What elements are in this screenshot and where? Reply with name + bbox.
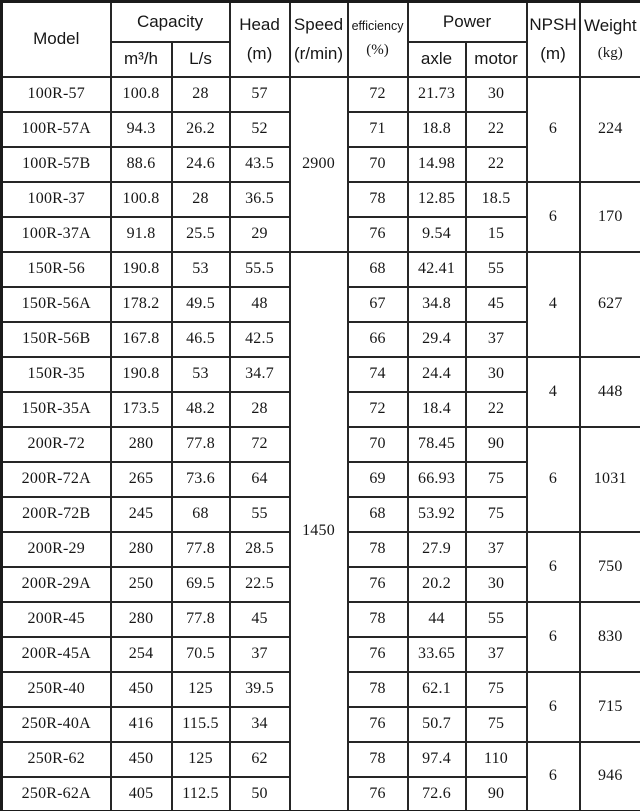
cell-power-axle: 62.1 bbox=[408, 672, 466, 707]
cell-npsh: 4 bbox=[527, 357, 580, 427]
cell-power-axle: 29.4 bbox=[408, 322, 466, 357]
cell-speed: 1450 bbox=[290, 252, 348, 811]
header-npsh-label: NPSH bbox=[529, 14, 577, 34]
cell-power-motor: 75 bbox=[466, 707, 527, 742]
cell-capacity-ls: 46.5 bbox=[172, 322, 230, 357]
cell-npsh: 6 bbox=[527, 532, 580, 602]
cell-capacity-ls: 115.5 bbox=[172, 707, 230, 742]
cell-power-axle: 12.85 bbox=[408, 182, 466, 217]
cell-efficiency: 76 bbox=[348, 567, 408, 602]
cell-efficiency: 78 bbox=[348, 672, 408, 707]
table-body bbox=[2, 77, 640, 811]
cell-model: 150R-35 bbox=[2, 357, 111, 392]
cell-weight: 448 bbox=[580, 357, 640, 427]
cell-head: 29 bbox=[230, 217, 290, 252]
cell-capacity-ls: 49.5 bbox=[172, 287, 230, 322]
cell-efficiency: 76 bbox=[348, 637, 408, 672]
cell-capacity-ls: 25.5 bbox=[172, 217, 230, 252]
cell-model: 100R-57 bbox=[2, 77, 111, 112]
cell-power-axle: 34.8 bbox=[408, 287, 466, 322]
cell-capacity-ls: 77.8 bbox=[172, 532, 230, 567]
cell-efficiency: 76 bbox=[348, 777, 408, 811]
cell-model: 150R-35A bbox=[2, 392, 111, 427]
header-weight-unit: (kg) bbox=[597, 45, 623, 62]
cell-head: 28.5 bbox=[230, 532, 290, 567]
cell-model: 200R-72A bbox=[2, 462, 111, 497]
header-speed-label: Speed bbox=[293, 14, 344, 34]
cell-efficiency: 72 bbox=[348, 392, 408, 427]
cell-power-motor: 37 bbox=[466, 322, 527, 357]
cell-head: 55 bbox=[230, 497, 290, 532]
cell-capacity-m3h: 167.8 bbox=[111, 322, 172, 357]
cell-efficiency: 67 bbox=[348, 287, 408, 322]
cell-model: 250R-62 bbox=[2, 742, 111, 777]
cell-head: 62 bbox=[230, 742, 290, 777]
cell-head: 55.5 bbox=[230, 252, 290, 287]
cell-npsh: 6 bbox=[527, 742, 580, 811]
header-power: Power bbox=[408, 2, 527, 42]
cell-capacity-m3h: 100.8 bbox=[111, 77, 172, 112]
cell-weight: 224 bbox=[580, 77, 640, 182]
cell-model: 200R-45 bbox=[2, 602, 111, 637]
cell-power-axle: 33.65 bbox=[408, 637, 466, 672]
cell-power-motor: 55 bbox=[466, 252, 527, 287]
cell-npsh: 6 bbox=[527, 672, 580, 742]
cell-model: 250R-40 bbox=[2, 672, 111, 707]
cell-model: 250R-62A bbox=[2, 777, 111, 811]
cell-power-axle: 18.4 bbox=[408, 392, 466, 427]
cell-power-motor: 55 bbox=[466, 602, 527, 637]
header-head-unit: (m) bbox=[246, 43, 273, 63]
cell-capacity-m3h: 416 bbox=[111, 707, 172, 742]
cell-model: 100R-57B bbox=[2, 147, 111, 182]
cell-npsh: 6 bbox=[527, 602, 580, 672]
header-efficiency-label: efficiency bbox=[351, 19, 404, 34]
cell-power-axle: 24.4 bbox=[408, 357, 466, 392]
cell-efficiency: 78 bbox=[348, 182, 408, 217]
cell-capacity-ls: 112.5 bbox=[172, 777, 230, 811]
cell-capacity-m3h: 91.8 bbox=[111, 217, 172, 252]
cell-efficiency: 71 bbox=[348, 112, 408, 147]
cell-head: 72 bbox=[230, 427, 290, 462]
cell-capacity-m3h: 190.8 bbox=[111, 252, 172, 287]
cell-power-motor: 22 bbox=[466, 147, 527, 182]
table-row bbox=[2, 77, 640, 112]
cell-power-axle: 18.8 bbox=[408, 112, 466, 147]
cell-capacity-m3h: 280 bbox=[111, 427, 172, 462]
cell-capacity-m3h: 178.2 bbox=[111, 287, 172, 322]
cell-weight: 170 bbox=[580, 182, 640, 252]
cell-head: 45 bbox=[230, 602, 290, 637]
cell-power-motor: 18.5 bbox=[466, 182, 527, 217]
cell-efficiency: 70 bbox=[348, 147, 408, 182]
cell-capacity-m3h: 88.6 bbox=[111, 147, 172, 182]
cell-power-motor: 22 bbox=[466, 392, 527, 427]
cell-power-motor: 75 bbox=[466, 672, 527, 707]
cell-capacity-m3h: 94.3 bbox=[111, 112, 172, 147]
cell-head: 52 bbox=[230, 112, 290, 147]
header-power-axle: axle bbox=[408, 42, 466, 77]
header-power-motor: motor bbox=[466, 42, 527, 77]
cell-capacity-m3h: 100.8 bbox=[111, 182, 172, 217]
cell-capacity-m3h: 405 bbox=[111, 777, 172, 811]
cell-capacity-ls: 48.2 bbox=[172, 392, 230, 427]
cell-model: 100R-37A bbox=[2, 217, 111, 252]
header-head bbox=[230, 2, 290, 77]
cell-power-axle: 9.54 bbox=[408, 217, 466, 252]
cell-power-axle: 27.9 bbox=[408, 532, 466, 567]
cell-capacity-ls: 69.5 bbox=[172, 567, 230, 602]
header-speed-unit: (r/min) bbox=[293, 43, 344, 63]
cell-weight: 946 bbox=[580, 742, 640, 811]
cell-head: 34.7 bbox=[230, 357, 290, 392]
cell-capacity-m3h: 280 bbox=[111, 602, 172, 637]
cell-weight: 1031 bbox=[580, 427, 640, 532]
header-speed bbox=[290, 2, 348, 77]
cell-head: 43.5 bbox=[230, 147, 290, 182]
cell-capacity-ls: 53 bbox=[172, 252, 230, 287]
cell-power-motor: 110 bbox=[466, 742, 527, 777]
header-model: Model bbox=[2, 2, 111, 77]
cell-model: 200R-29A bbox=[2, 567, 111, 602]
cell-head: 36.5 bbox=[230, 182, 290, 217]
cell-npsh: 4 bbox=[527, 252, 580, 357]
cell-power-axle: 66.93 bbox=[408, 462, 466, 497]
cell-power-motor: 75 bbox=[466, 462, 527, 497]
cell-weight: 715 bbox=[580, 672, 640, 742]
cell-model: 100R-37 bbox=[2, 182, 111, 217]
header-capacity-m3h: m³/h bbox=[111, 42, 172, 77]
cell-power-axle: 42.41 bbox=[408, 252, 466, 287]
cell-weight: 830 bbox=[580, 602, 640, 672]
cell-power-motor: 90 bbox=[466, 427, 527, 462]
cell-weight: 627 bbox=[580, 252, 640, 357]
cell-npsh: 6 bbox=[527, 182, 580, 252]
cell-model: 200R-72 bbox=[2, 427, 111, 462]
cell-power-axle: 14.98 bbox=[408, 147, 466, 182]
cell-capacity-ls: 125 bbox=[172, 742, 230, 777]
cell-efficiency: 76 bbox=[348, 707, 408, 742]
cell-head: 39.5 bbox=[230, 672, 290, 707]
cell-power-axle: 97.4 bbox=[408, 742, 466, 777]
cell-power-axle: 78.45 bbox=[408, 427, 466, 462]
cell-efficiency: 72 bbox=[348, 77, 408, 112]
cell-model: 150R-56 bbox=[2, 252, 111, 287]
cell-model: 150R-56A bbox=[2, 287, 111, 322]
cell-efficiency: 68 bbox=[348, 252, 408, 287]
cell-weight: 750 bbox=[580, 532, 640, 602]
cell-head: 42.5 bbox=[230, 322, 290, 357]
cell-efficiency: 66 bbox=[348, 322, 408, 357]
cell-head: 57 bbox=[230, 77, 290, 112]
cell-power-motor: 37 bbox=[466, 532, 527, 567]
cell-power-axle: 50.7 bbox=[408, 707, 466, 742]
cell-capacity-m3h: 254 bbox=[111, 637, 172, 672]
cell-model: 200R-45A bbox=[2, 637, 111, 672]
cell-efficiency: 76 bbox=[348, 217, 408, 252]
cell-power-motor: 90 bbox=[466, 777, 527, 811]
header-weight-label: Weight bbox=[583, 16, 637, 36]
cell-efficiency: 78 bbox=[348, 532, 408, 567]
cell-power-axle: 20.2 bbox=[408, 567, 466, 602]
cell-head: 50 bbox=[230, 777, 290, 811]
cell-capacity-ls: 28 bbox=[172, 77, 230, 112]
header-head-label: Head bbox=[239, 14, 280, 34]
cell-power-motor: 15 bbox=[466, 217, 527, 252]
cell-capacity-ls: 77.8 bbox=[172, 602, 230, 637]
cell-model: 250R-40A bbox=[2, 707, 111, 742]
cell-head: 28 bbox=[230, 392, 290, 427]
header-npsh-unit: (m) bbox=[540, 43, 566, 63]
cell-power-motor: 30 bbox=[466, 567, 527, 602]
cell-head: 22.5 bbox=[230, 567, 290, 602]
cell-capacity-m3h: 190.8 bbox=[111, 357, 172, 392]
header-capacity: Capacity bbox=[111, 2, 230, 42]
header-capacity-ls: L/s bbox=[172, 42, 230, 77]
cell-efficiency: 68 bbox=[348, 497, 408, 532]
cell-model: 200R-29 bbox=[2, 532, 111, 567]
cell-capacity-ls: 68 bbox=[172, 497, 230, 532]
cell-efficiency: 70 bbox=[348, 427, 408, 462]
cell-efficiency: 78 bbox=[348, 742, 408, 777]
cell-capacity-ls: 73.6 bbox=[172, 462, 230, 497]
cell-npsh: 6 bbox=[527, 77, 580, 182]
cell-speed: 2900 bbox=[290, 77, 348, 252]
table-header bbox=[2, 2, 640, 77]
cell-capacity-m3h: 245 bbox=[111, 497, 172, 532]
cell-power-motor: 75 bbox=[466, 497, 527, 532]
cell-model: 150R-56B bbox=[2, 322, 111, 357]
cell-model: 100R-57A bbox=[2, 112, 111, 147]
cell-power-axle: 44 bbox=[408, 602, 466, 637]
cell-capacity-m3h: 265 bbox=[111, 462, 172, 497]
cell-head: 64 bbox=[230, 462, 290, 497]
cell-capacity-m3h: 450 bbox=[111, 742, 172, 777]
table-row bbox=[2, 252, 640, 287]
cell-model: 200R-72B bbox=[2, 497, 111, 532]
cell-capacity-m3h: 250 bbox=[111, 567, 172, 602]
header-efficiency bbox=[348, 2, 408, 77]
cell-capacity-m3h: 280 bbox=[111, 532, 172, 567]
cell-capacity-ls: 70.5 bbox=[172, 637, 230, 672]
cell-npsh: 6 bbox=[527, 427, 580, 532]
cell-capacity-ls: 26.2 bbox=[172, 112, 230, 147]
cell-power-axle: 72.6 bbox=[408, 777, 466, 811]
cell-head: 48 bbox=[230, 287, 290, 322]
cell-power-motor: 30 bbox=[466, 77, 527, 112]
header-weight bbox=[580, 2, 640, 77]
header-npsh bbox=[527, 2, 580, 77]
cell-capacity-ls: 28 bbox=[172, 182, 230, 217]
cell-efficiency: 78 bbox=[348, 602, 408, 637]
cell-capacity-m3h: 173.5 bbox=[111, 392, 172, 427]
cell-capacity-ls: 24.6 bbox=[172, 147, 230, 182]
cell-capacity-ls: 77.8 bbox=[172, 427, 230, 462]
cell-efficiency: 69 bbox=[348, 462, 408, 497]
cell-capacity-ls: 53 bbox=[172, 357, 230, 392]
cell-capacity-ls: 125 bbox=[172, 672, 230, 707]
cell-power-motor: 30 bbox=[466, 357, 527, 392]
cell-power-axle: 21.73 bbox=[408, 77, 466, 112]
cell-efficiency: 74 bbox=[348, 357, 408, 392]
header-efficiency-unit: (%) bbox=[366, 42, 389, 59]
cell-capacity-m3h: 450 bbox=[111, 672, 172, 707]
cell-power-motor: 22 bbox=[466, 112, 527, 147]
cell-head: 34 bbox=[230, 707, 290, 742]
cell-head: 37 bbox=[230, 637, 290, 672]
cell-power-axle: 53.92 bbox=[408, 497, 466, 532]
cell-power-motor: 37 bbox=[466, 637, 527, 672]
cell-power-motor: 45 bbox=[466, 287, 527, 322]
